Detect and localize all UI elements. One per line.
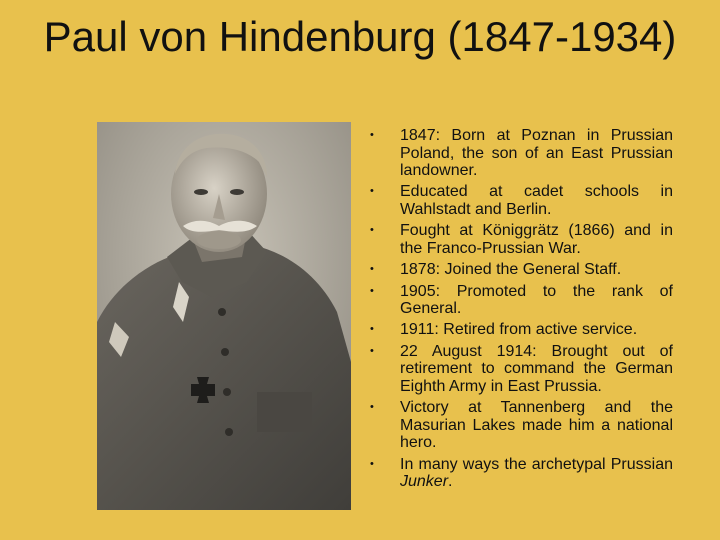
bullet-item xyxy=(366,261,673,279)
bullet-text-end: . xyxy=(448,473,453,491)
bullet-dot: • xyxy=(370,401,374,414)
bullet-text: Fought at Königgrätz (1866) and in the Franco-Prussian War. xyxy=(400,222,673,257)
bullet-text: 1847: Born at Poznan in Prussian Poland, the son of an East Prussian landowner. xyxy=(400,127,673,180)
bullet-item xyxy=(366,343,673,396)
bullet-text xyxy=(400,456,673,491)
portrait-icon xyxy=(97,122,351,510)
bullet-dot: • xyxy=(370,224,374,237)
bullet-text-main: In many ways the archetypal Prussian xyxy=(400,455,673,473)
bullet-dot: • xyxy=(370,129,374,141)
slide-title: Paul von Hindenburg (1847-1934) xyxy=(43,13,677,60)
bullet-item xyxy=(366,283,673,318)
bullet-item xyxy=(366,183,673,218)
bullet-text: 22 August 1914: Brought out of retirement to command the German Eighth Army in East Prussia. xyxy=(400,342,673,395)
bullet-list xyxy=(366,127,673,494)
bullet-item xyxy=(366,127,673,180)
bullet-text: 1911: Retired from active service. xyxy=(400,321,638,339)
bullet-item xyxy=(366,321,673,339)
bullet-dot: • xyxy=(370,323,374,336)
bullet-text: Victory at Tannenberg and the Masurian Lakes made him a national hero. xyxy=(400,399,673,452)
bullet-dot: • xyxy=(370,185,374,198)
bullet-text: 1905: Promoted to the rank of General. xyxy=(400,282,673,318)
bullet-item xyxy=(366,222,673,257)
bullet-dot: • xyxy=(370,457,374,470)
bullet-dot: • xyxy=(370,284,374,297)
bullet-text: 1878: Joined the General Staff. xyxy=(400,261,622,279)
bullet-dot: • xyxy=(370,263,374,276)
bullet-dot: • xyxy=(370,344,374,357)
bullet-item xyxy=(366,456,673,491)
bullet-text-emphasis: Junker xyxy=(400,473,449,491)
bullet-text: Educated at cadet schools in Wahlstadt and Berlin. xyxy=(400,183,673,219)
portrait-photo xyxy=(97,122,351,510)
bullet-item xyxy=(366,399,673,452)
